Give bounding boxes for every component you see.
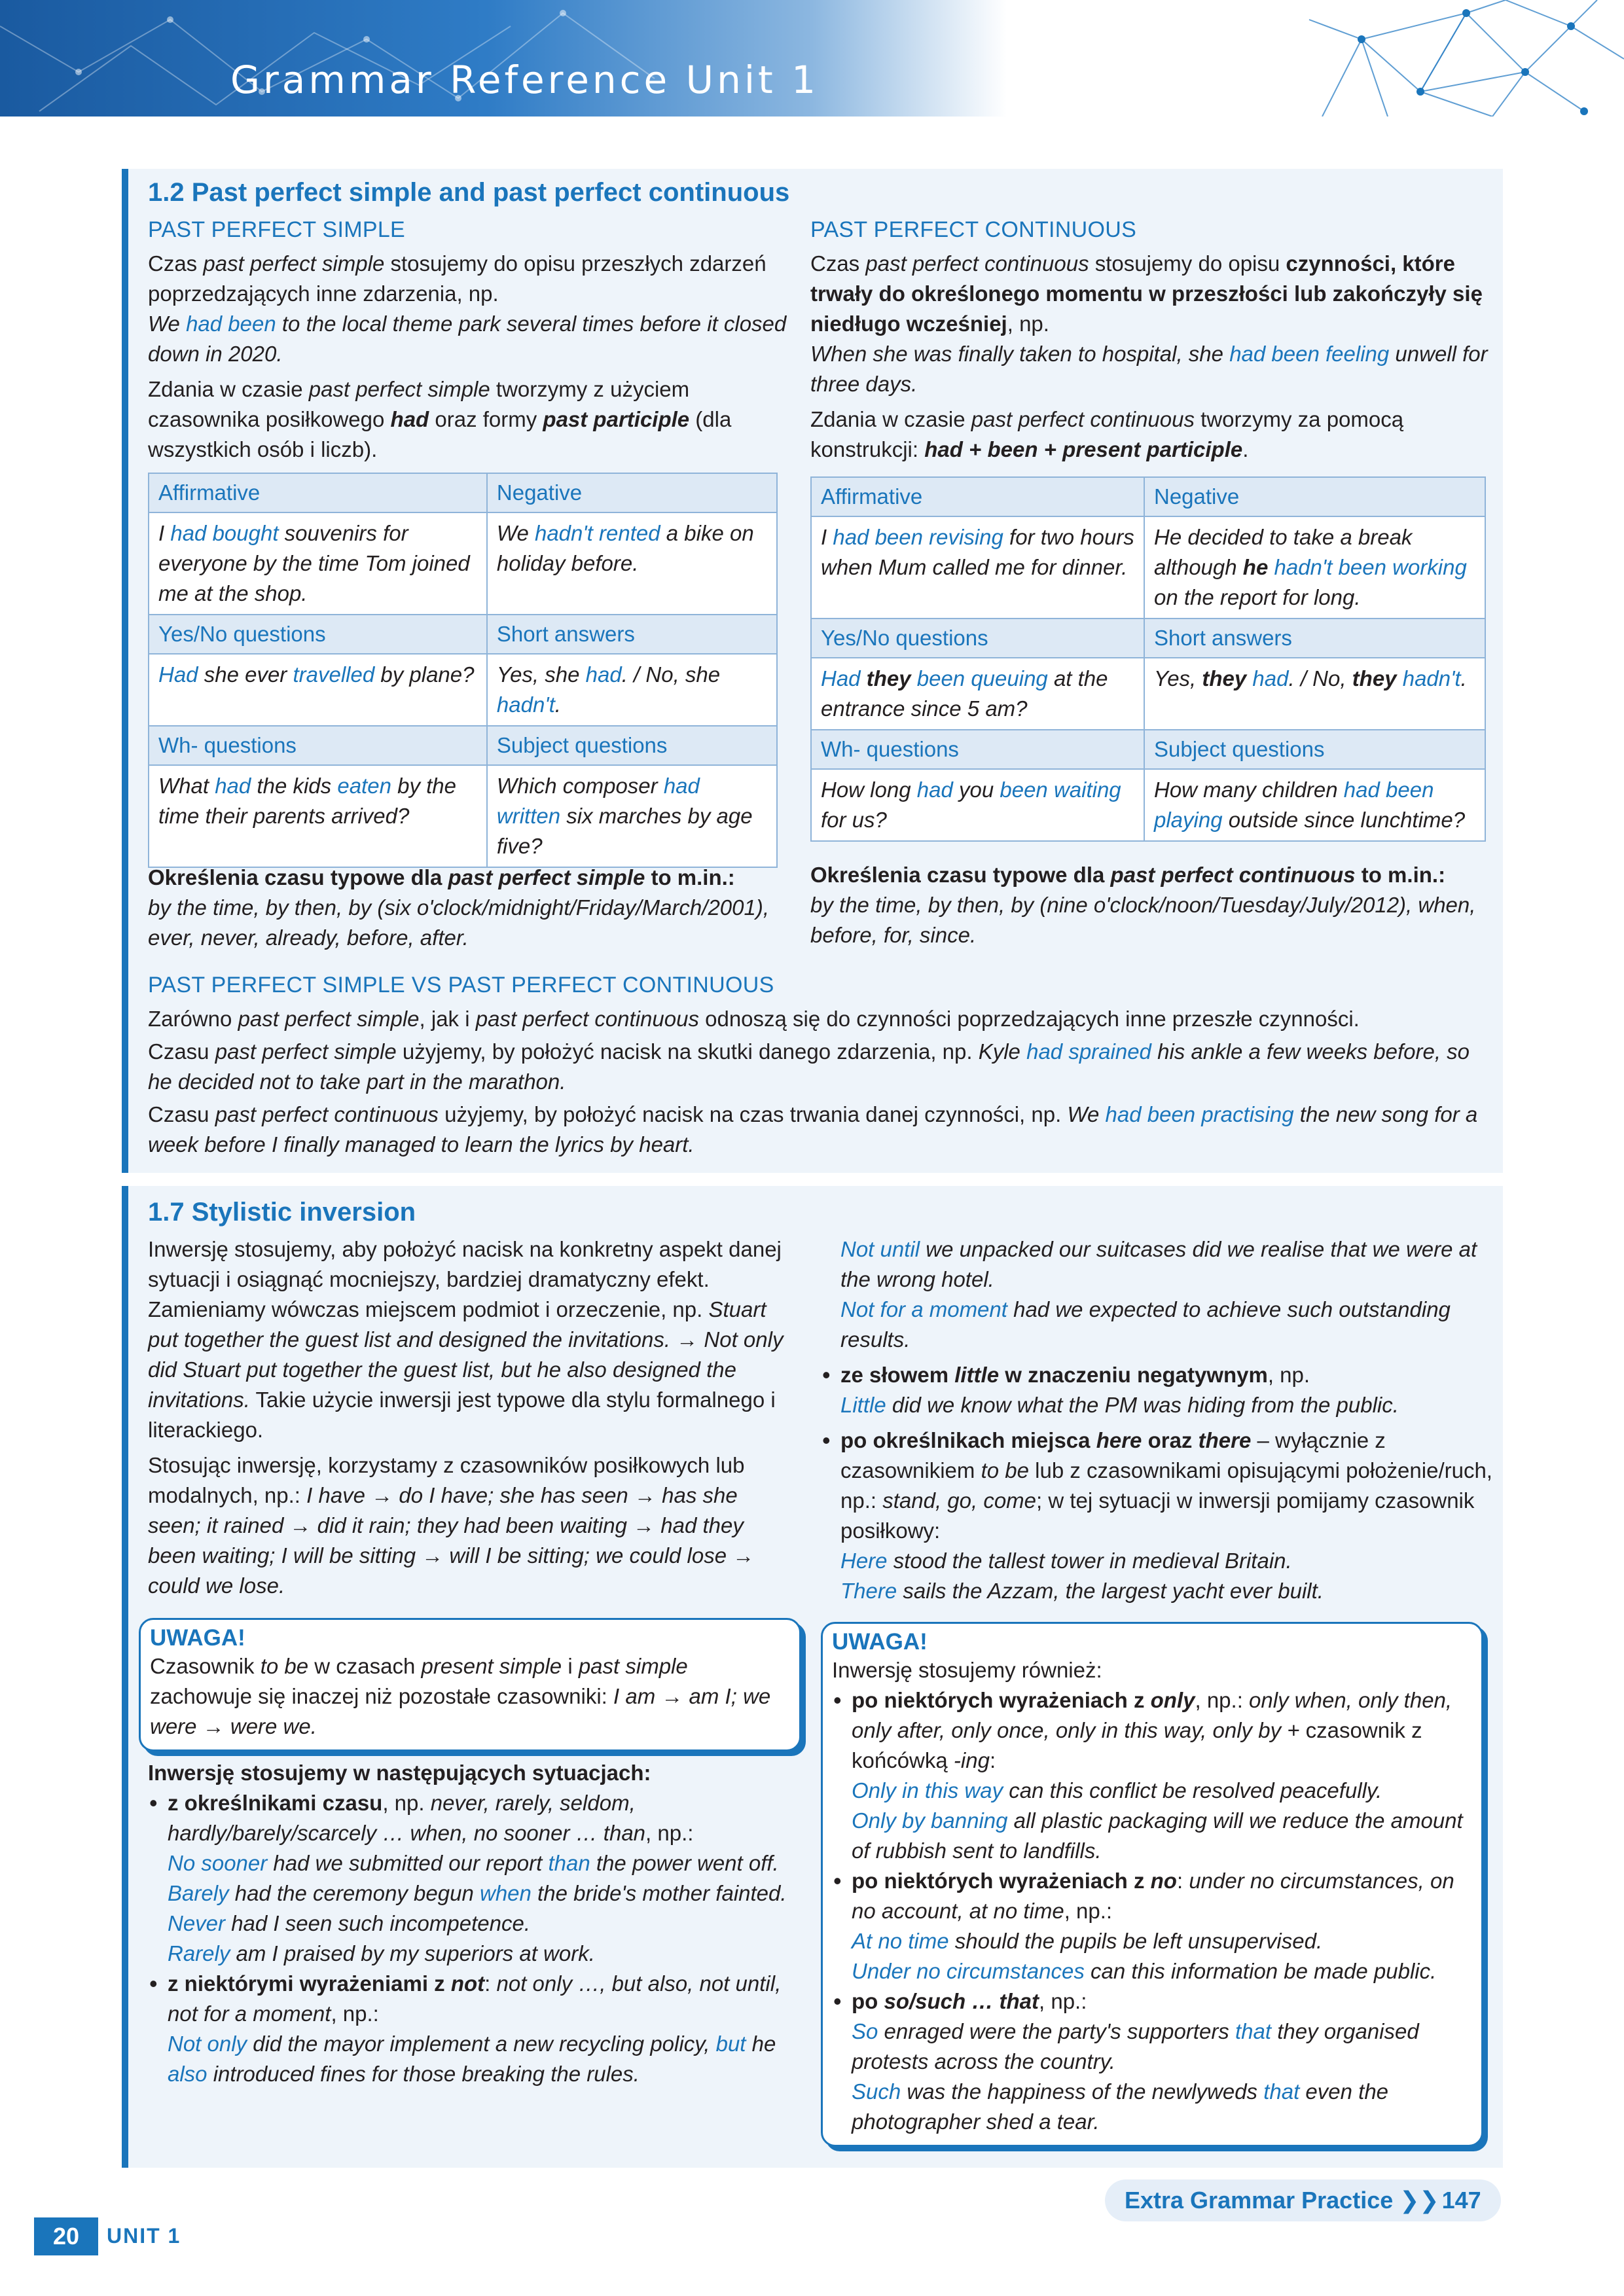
past-perfect-simple-time-expressions: Określenia czasu typowe dla past perfect simple to m.in.: by the time, by then, by (six o'clock/midnight/Friday/March/2001), ever, never, already, before, after. (148, 865, 770, 950)
header-yes-no-questions: Yes/No questions (149, 615, 487, 654)
page-header (0, 0, 1624, 117)
past-perfect-continuous-table (810, 476, 1486, 842)
header-subject-questions: Subject questions (487, 726, 777, 765)
section-1-7-title: 1.7 Stylistic inversion (148, 1198, 416, 1227)
section-1-7-bar (122, 1186, 128, 2168)
bullet-here-there: • po określnikach miejsca here oraz there – wyłącznie z czasownikiem to be lub z czasownikami opisującymi położenie/ruch, np.: stand, go, come; w tej sytuacji w inwersji pomijamy czasownik posiłkowy: Here stood the tallest tower in medieval Britain. There sails the Azzam, the largest yacht ever built. (821, 1426, 1495, 1606)
extra-grammar-practice-link[interactable] (1105, 2179, 1501, 2221)
past-perfect-simple-table (148, 473, 778, 868)
wh-example: How long had you been waiting for us? (811, 769, 1144, 841)
double-chevron-right-icon: ❯❯ (1399, 2187, 1439, 2214)
simple-vs-continuous-heading: PAST PERFECT SIMPLE VS PAST PERFECT CONTINUOUS (148, 973, 774, 997)
past-perfect-simple-heading: PAST PERFECT SIMPLE (148, 217, 406, 242)
note-title: UWAGA! (150, 1625, 245, 1651)
note-text: Inwersję stosujemy również: • po niektórych wyrażeniach z only, np.: only when, only then, only after, only once, only in this way, only by + czasownik z końcówką -ing: Only in this way can this conflict be resolved peacefully. Only by banning all plastic packaging will we reduce the amount of rubbish sent to landfills. • po niektórych wyrażeniach z no: under no circumstances, on no account, at no time, np.: At no time should the pupils be left unsupervised. Under no circumstances can this information be made public. • po so/such … that, np.: So enraged were the party's supporters that they organised protests across the country. Such was the happiness of the newlyweds that even the photographer shed a tear. (832, 1655, 1470, 2137)
negative-example: He decided to take a break although he hadn't been working on the report for long. (1144, 516, 1485, 619)
subject-question-example: How many children had been playing outside since lunchtime? (1144, 769, 1485, 841)
bullet-not-expressions: • z niektórymi wyrażeniami z not: not only …, but also, not until, not for a moment, np.: Not only did the mayor implement a new recycling policy, but he also introduced fines for those breaking the rules. (148, 1969, 796, 2089)
note-title: UWAGA! (832, 1629, 928, 1655)
bullet-time-adverbials: • z określnikami czasu, np. never, rarely, seldom, hardly/barely/scarcely … when, no sooner … than, np.: No sooner had we submitted our report than the power went off. Barely had the ceremony begun when the bride's mother fainted. Never had I seen such incompetence. Rarely am I praised by my superiors at work. (148, 1788, 796, 1969)
yes-no-example: Had they been queuing at the entrance since 5 am? (811, 658, 1144, 730)
page-title: Grammar Reference Unit 1 (230, 58, 820, 102)
negative-example: We hadn't rented a bike on holiday before. (487, 512, 777, 615)
bullet-only: • po niektórych wyrażeniach z only, np.: only when, only then, only after, only once, only in this way, only by + czasownik z końcówką -ing: Only in this way can this conflict be resolved peacefully. Only by banning all plastic packaging will we reduce the amount of rubbish sent to landfills. (832, 1685, 1470, 1866)
header-subject-questions: Subject questions (1144, 730, 1485, 769)
past-perfect-continuous-time-expressions: Określenia czasu typowe dla past perfect continuous to m.in.: by the time, by then, by (nine o'clock/noon/Tuesday/July/2012), when, before, for, since. (810, 863, 1476, 947)
short-answers-example: Yes, they had. / No, they hadn't. (1144, 658, 1485, 730)
page-number: 20 (34, 2217, 98, 2255)
past-perfect-simple-text: Czas past perfect simple stosujemy do opisu przeszłych zdarzeń poprzedzających inne zdarzenia, np. We had been to the local theme park several times before it closed down in 2020. Zdania w czasie past perfect simple tworzymy z użyciem czasownika posiłkowego had oraz formy past participle (dla wszystkich osób i liczb). (148, 251, 787, 461)
unit-label: UNIT 1 (107, 2224, 181, 2248)
inversion-situations-left: Inwersję stosujemy w następujących sytuacjach: • z określnikami czasu, np. never, rarely, seldom, hardly/barely/scarcely … when, no sooner … than, np.: No sooner had we submitted our report than the power went off. Barely had the ceremony begun when the bride's mother fainted. Never had I seen such incompetence. Rarely am I praised by my superiors at work. • z niektórymi wyrażeniami z not: not only …, but also, not until, not for a moment, np.: Not only did the mayor implement a new recycling policy, but he also introduced fines for those breaking the rules. (148, 1758, 796, 2089)
header-wh-questions: Wh- questions (149, 726, 487, 765)
section-1-2-title: 1.2 Past perfect simple and past perfect continuous (148, 178, 790, 207)
inversion-situations-right: Not until we unpacked our suitcases did we realise that we were at the wrong hotel. Not for a moment had we expected to achieve such outstanding results. • ze słowem little w znaczeniu negatywnym, np. Little did we know what the PM was hiding from the public. • po określnikach miejsca here oraz there – wyłącznie z czasownikiem to be lub z czasownikami opisującymi położenie/ruch, np.: stand, go, come; w tej sytuacji w inwersji pomijamy czasownik posiłkowy: Here stood the tallest tower in medieval Britain. There sails the Azzam, the largest yacht ever built. (821, 1234, 1495, 1606)
section-1-2-bar (122, 169, 128, 1173)
bullet-so-such: • po so/such … that, np.: So enraged were the party's supporters that they organised protests across the country. Such was the happiness of the newlyweds that even the photographer shed a tear. (832, 1986, 1470, 2137)
subject-question-example: Which composer had written six marches by age five? (487, 765, 777, 867)
header-wh-questions: Wh- questions (811, 730, 1144, 769)
bullet-no: • po niektórych wyrażeniach z no: under no circumstances, on no account, at no time, np.: At no time should the pupils be left unsupervised. Under no circumstances can this information be made public. (832, 1866, 1470, 1986)
bullet-little: • ze słowem little w znaczeniu negatywnym, np. Little did we know what the PM was hiding from the public. (821, 1360, 1495, 1420)
extra-practice-label: Extra Grammar Practice (1125, 2187, 1394, 2214)
wh-example: What had the kids eaten by the time their parents arrived? (149, 765, 487, 867)
short-answers-example: Yes, she had. / No, she hadn't. (487, 654, 777, 726)
affirmative-example: I had been revising for two hours when Mum called me for dinner. (811, 516, 1144, 619)
note-box-to-be (139, 1618, 801, 1751)
extra-practice-page: 147 (1441, 2187, 1481, 2214)
past-perfect-continuous-text: Czas past perfect continuous stosujemy do opisu czynności, które trwały do określonego momentu w przeszłości lub zakończyły się niedługo wcześniej, np. When she was finally taken to hospital, she had been feeling unwell for three days. Zdania w czasie past perfect continuous tworzymy za pomocą konstrukcji: had + been + present participle. (810, 251, 1488, 461)
affirmative-example: I had bought souvenirs for everyone by the time Tom joined me at the shop. (149, 512, 487, 615)
yes-no-example: Had she ever travelled by plane? (149, 654, 487, 726)
inversion-intro-text: Inwersję stosujemy, aby położyć nacisk na konkretny aspekt danej sytuacji i osiągnąć mocniejszy, bardziej dramatyczny efekt. Zamieniamy wówczas miejscem podmiot i orzeczenie, np. Stuart put together the guest list and designed the invitations. → Not only did Stuart put together the guest list, but he also designed the invitations. Takie użycie inwersji jest typowe dla stylu formalnego i literackiego. Stosując inwersję, korzystamy z czasowników posiłkowych lub modalnych, np.: I have → do I have; she has seen → has she seen; it rained → did it rain; they had been waiting → had they been waiting; I will be sitting → will I be sitting; we could lose → could we lose. (148, 1237, 784, 1598)
simple-vs-continuous-text: Zarówno past perfect simple, jak i past perfect continuous odnoszą się do czynności poprzedzających inne przeszłe czynności. Czasu past perfect simple użyjemy, by położyć nacisk na skutki danego zdarzenia, np. Kyle had sprained his ankle a few weeks before, so he decided not to take part in the marathon. Czasu past perfect continuous użyjemy, by położyć nacisk na czas trwania danej czynności, np. We had been practising the new song for a week before I finally managed to learn the lyrics by heart. (148, 1007, 1478, 1157)
header-negative: Negative (1144, 477, 1485, 516)
header-yes-no-questions: Yes/No questions (811, 619, 1144, 658)
header-affirmative: Affirmative (149, 473, 487, 512)
header-affirmative: Affirmative (811, 477, 1144, 516)
header-negative: Negative (487, 473, 777, 512)
header-short-answers: Short answers (1144, 619, 1485, 658)
past-perfect-continuous-heading: PAST PERFECT CONTINUOUS (810, 217, 1137, 242)
header-short-answers: Short answers (487, 615, 777, 654)
note-box-other-inversion (821, 1622, 1483, 2147)
note-text: Czasownik to be w czasach present simple i past simple zachowuje się inaczej niż pozostałe czasowniki: I am → am I; we were → were we. (150, 1654, 771, 1738)
